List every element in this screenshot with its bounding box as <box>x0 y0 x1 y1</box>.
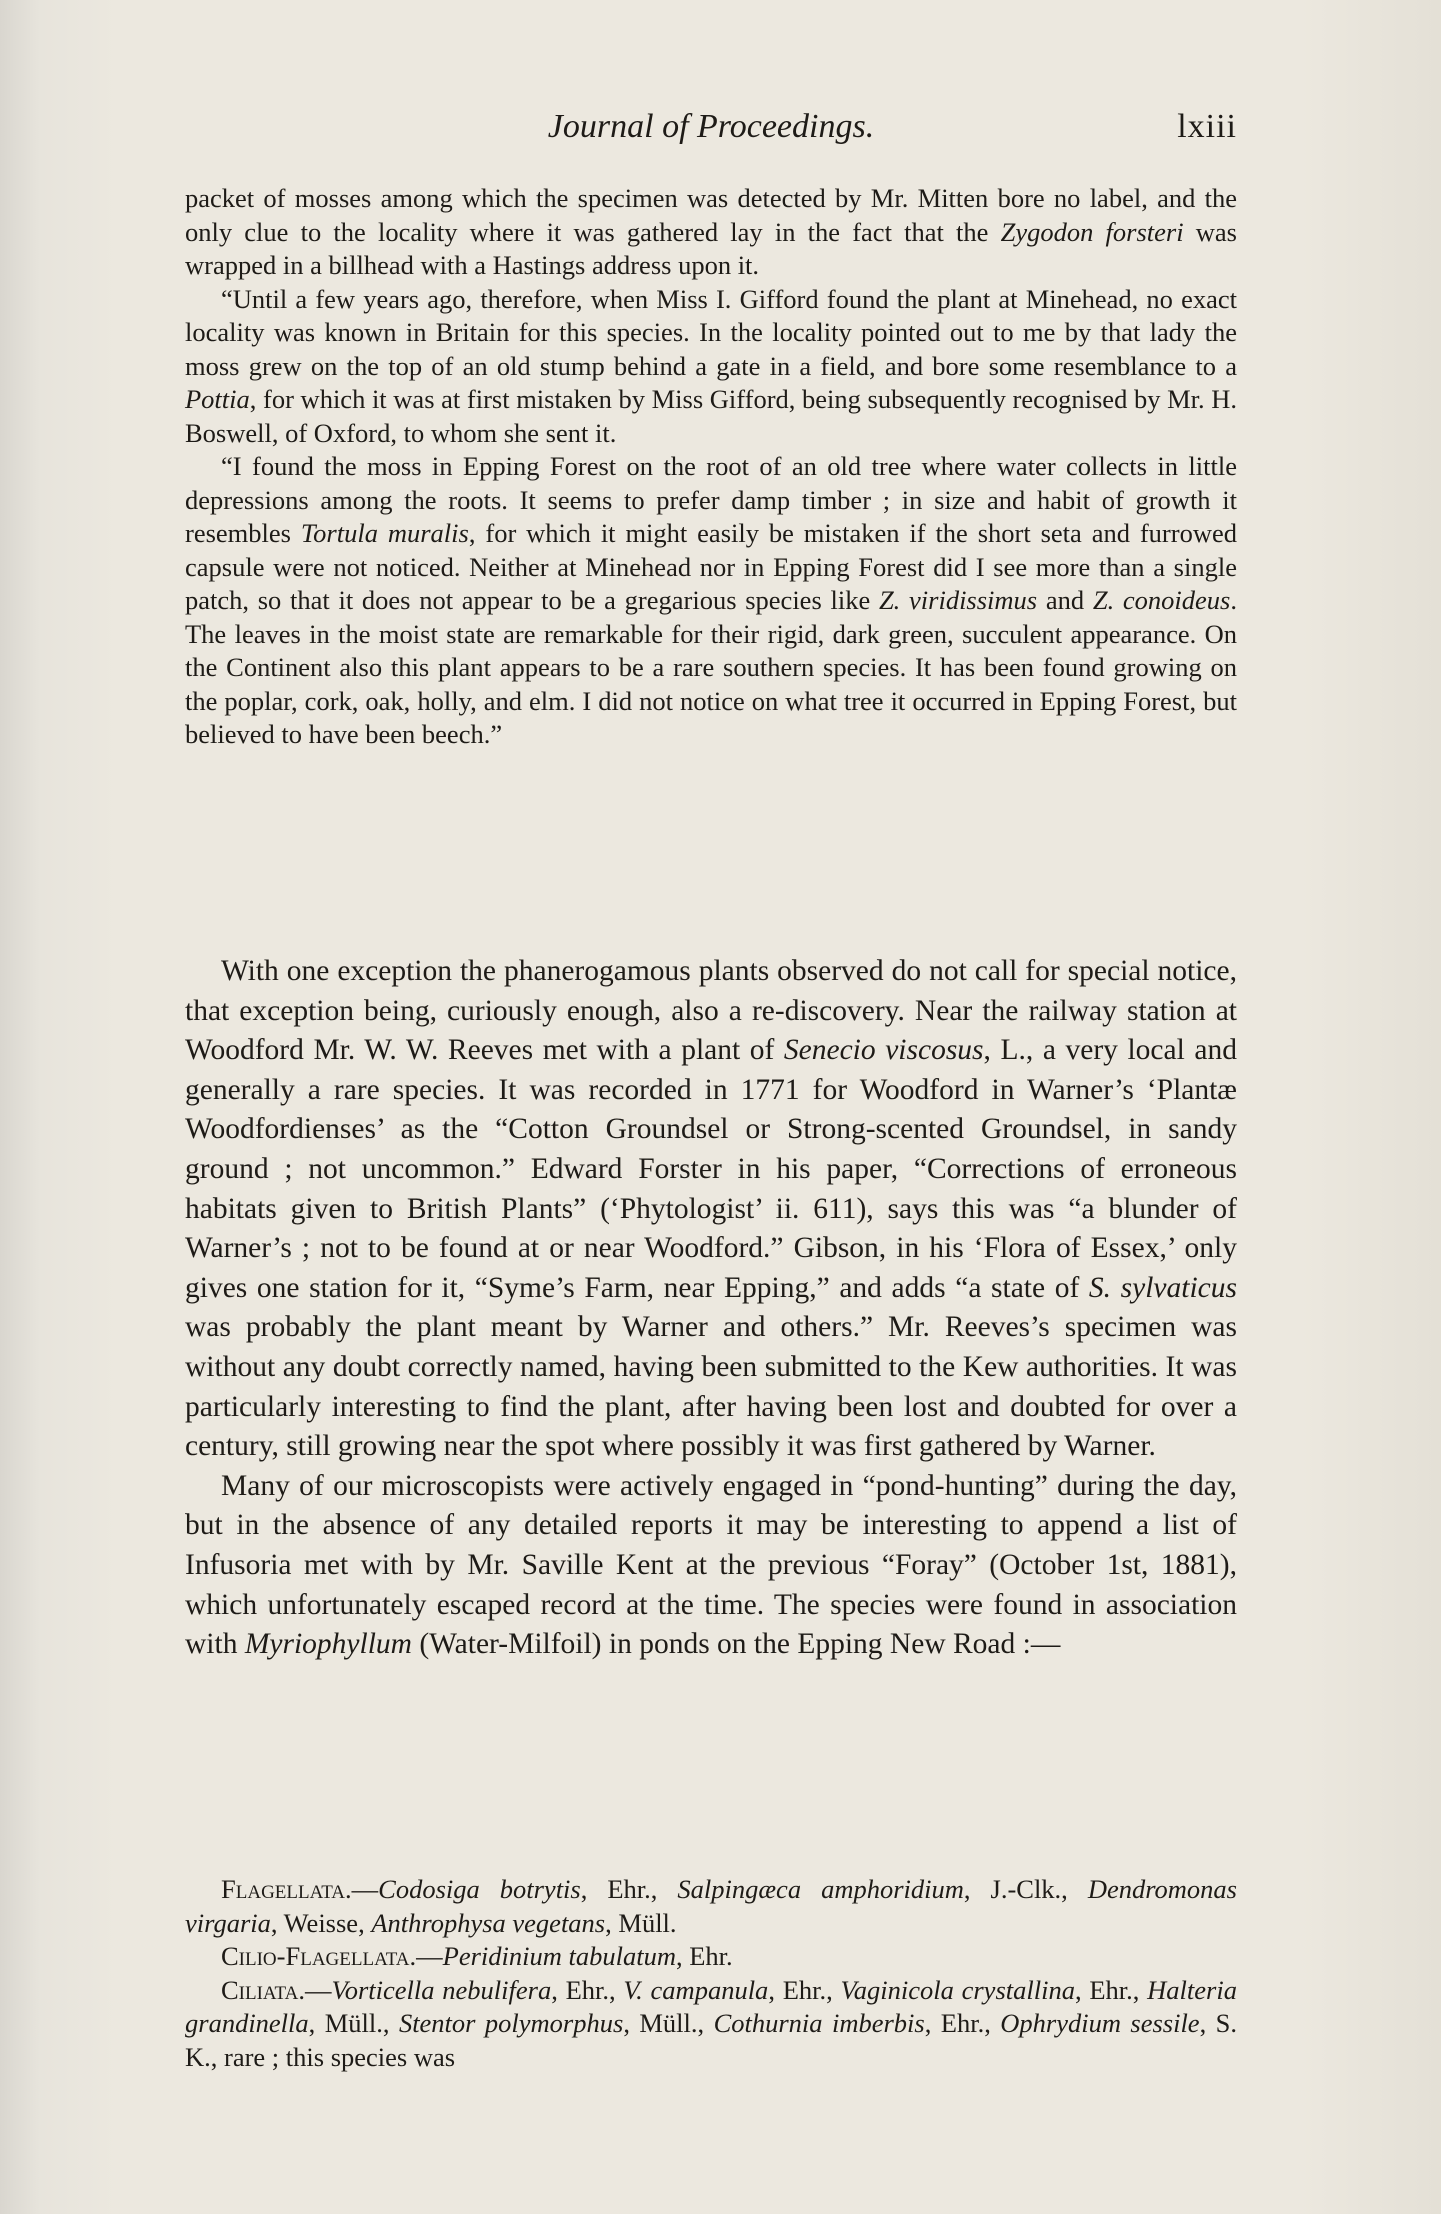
genus-name: Pottia <box>185 384 250 414</box>
list-item-cilio-flagellata: Cilio-Flagellata.—Peridinium tabulatum, Ehr. <box>221 1941 733 1971</box>
body-paragraph-1: With one exception the phanerogamous plants observed do not call for special notice, that exception being, curiously enough, also a re-discovery. Near the railway station at Woodford Mr. W. W. Reeves met with a plant of Senecio viscosus, L., a very local and generally a rare species. It was recorded in 1771 for Woodford in Warner’s ‘Plantæ Woodfordienses’ as the “Cotton Groundsel or Strong-scented Groundsel, in sandy ground ; not uncommon.” Edward Forster in his paper, “Corrections of erroneous habitats given to British Plants” (‘Phytologist’ ii. 611), says this was “a blunder of Warner’s ; not to be found at or near Woodford.” Gibson, in his ‘Flora of Essex,’ only gives one station for it, “Syme’s Farm, near Epping,” and adds “a state of S. sylvaticus was probably the plant meant by Warner and others.” Mr. Reeves’s specimen was without any doubt correctly named, having been submitted to the Kew authorities. It was particularly interesting to find the plant, after having been lost and doubted for over a century, still growing near the spot where possibly it was first gathered by Warner. <box>185 955 1237 1463</box>
body-paragraph-2: Many of our microscopists were actively engaged in “pond-hunting” during the day, but in the absence of any detailed reports it may be interesting to append a list of Infusoria met with by Mr. Saville Kent at the previous “Foray” (October 1st, 1881), which unfortunately escaped record at the time. The species were found in association with Myriophyllum (Water-Milfoil) in ponds on the Epping New Road :— <box>185 1469 1237 1661</box>
group-label: Cilio-Flagellata. <box>221 1941 417 1971</box>
species-name: Senecio viscosus <box>783 1034 984 1067</box>
quote-paragraph-1: packet of mosses among which the specimen was detected by Mr. Mitten bore no label, and the only clue to the locality where it was gathered lay in the fact that the Zygodon forsteri was wrapped in a billhead with a Hastings address upon it. <box>185 183 1237 280</box>
running-title: Journal of Proceedings. <box>547 108 875 145</box>
list-item-ciliata: Ciliata.—Vorticella nebulifera, Ehr., V. campanula, Ehr., Vaginicola crystallina, Ehr., Halteria grandinella, Müll., Stentor polymorphus, Müll., Cothurnia imberbis, Ehr., Ophrydium sessile, S. K., rare ; this species was <box>185 1974 1237 2072</box>
species-name: S. sylvaticus <box>1088 1271 1237 1304</box>
species-name: Z. conoideus <box>1092 585 1231 615</box>
group-label: Ciliata. <box>221 1974 305 2005</box>
page-number: lxiii <box>1177 108 1237 145</box>
page-header <box>185 108 1237 158</box>
infusoria-list <box>185 1873 1237 2074</box>
quoted-letter <box>185 182 1237 752</box>
species-name: Z. viridissimus <box>878 585 1038 615</box>
list-item-flagellata: Flagellata.—Codosiga botrytis, Ehr., Salpingæca amphoridium, J.-Clk., Dendromonas virgaria, Weisse, Anthrophysa vegetans, Müll. <box>185 1874 1237 1938</box>
quote-paragraph-3: “I found the moss in Epping Forest on the root of an old tree where water collects in little depressions among the roots. It seems to prefer damp timber ; in size and habit of growth it resembles Tortula muralis, for which it might easily be mistaken if the short seta and furrowed capsule were not noticed. Neither at Minehead nor in Epping Forest did I see more than a single patch, so that it does not appear to be a gregarious species like Z. viridissimus and Z. conoideus. The leaves in the moist state are remarkable for their rigid, dark green, succulent appearance. On the Continent also this plant appears to be a rare southern species. It has been found growing on the poplar, cork, oak, holly, and elm. I did not notice on what tree it occurred in Epping Forest, but believed to have been beech.” <box>185 451 1237 749</box>
species-name: Zygodon forsteri <box>1000 216 1184 247</box>
main-text <box>185 952 1237 1665</box>
species-name: Tortula muralis <box>300 518 469 548</box>
group-label: Flagellata. <box>221 1874 352 1904</box>
genus-name: Myriophyllum <box>244 1628 412 1661</box>
quote-paragraph-2: “Until a few years ago, therefore, when Miss I. Gifford found the plant at Minehead, no exact locality was known in Britain for this species. In the locality pointed out to me by that lady the moss grew on the top of an old stump behind a gate in a field, and bore some resemblance to a Pottia, for which it was at first mistaken by Miss Gifford, being subsequently recognised by Mr. H. Boswell, of Oxford, to whom she sent it. <box>185 283 1238 448</box>
